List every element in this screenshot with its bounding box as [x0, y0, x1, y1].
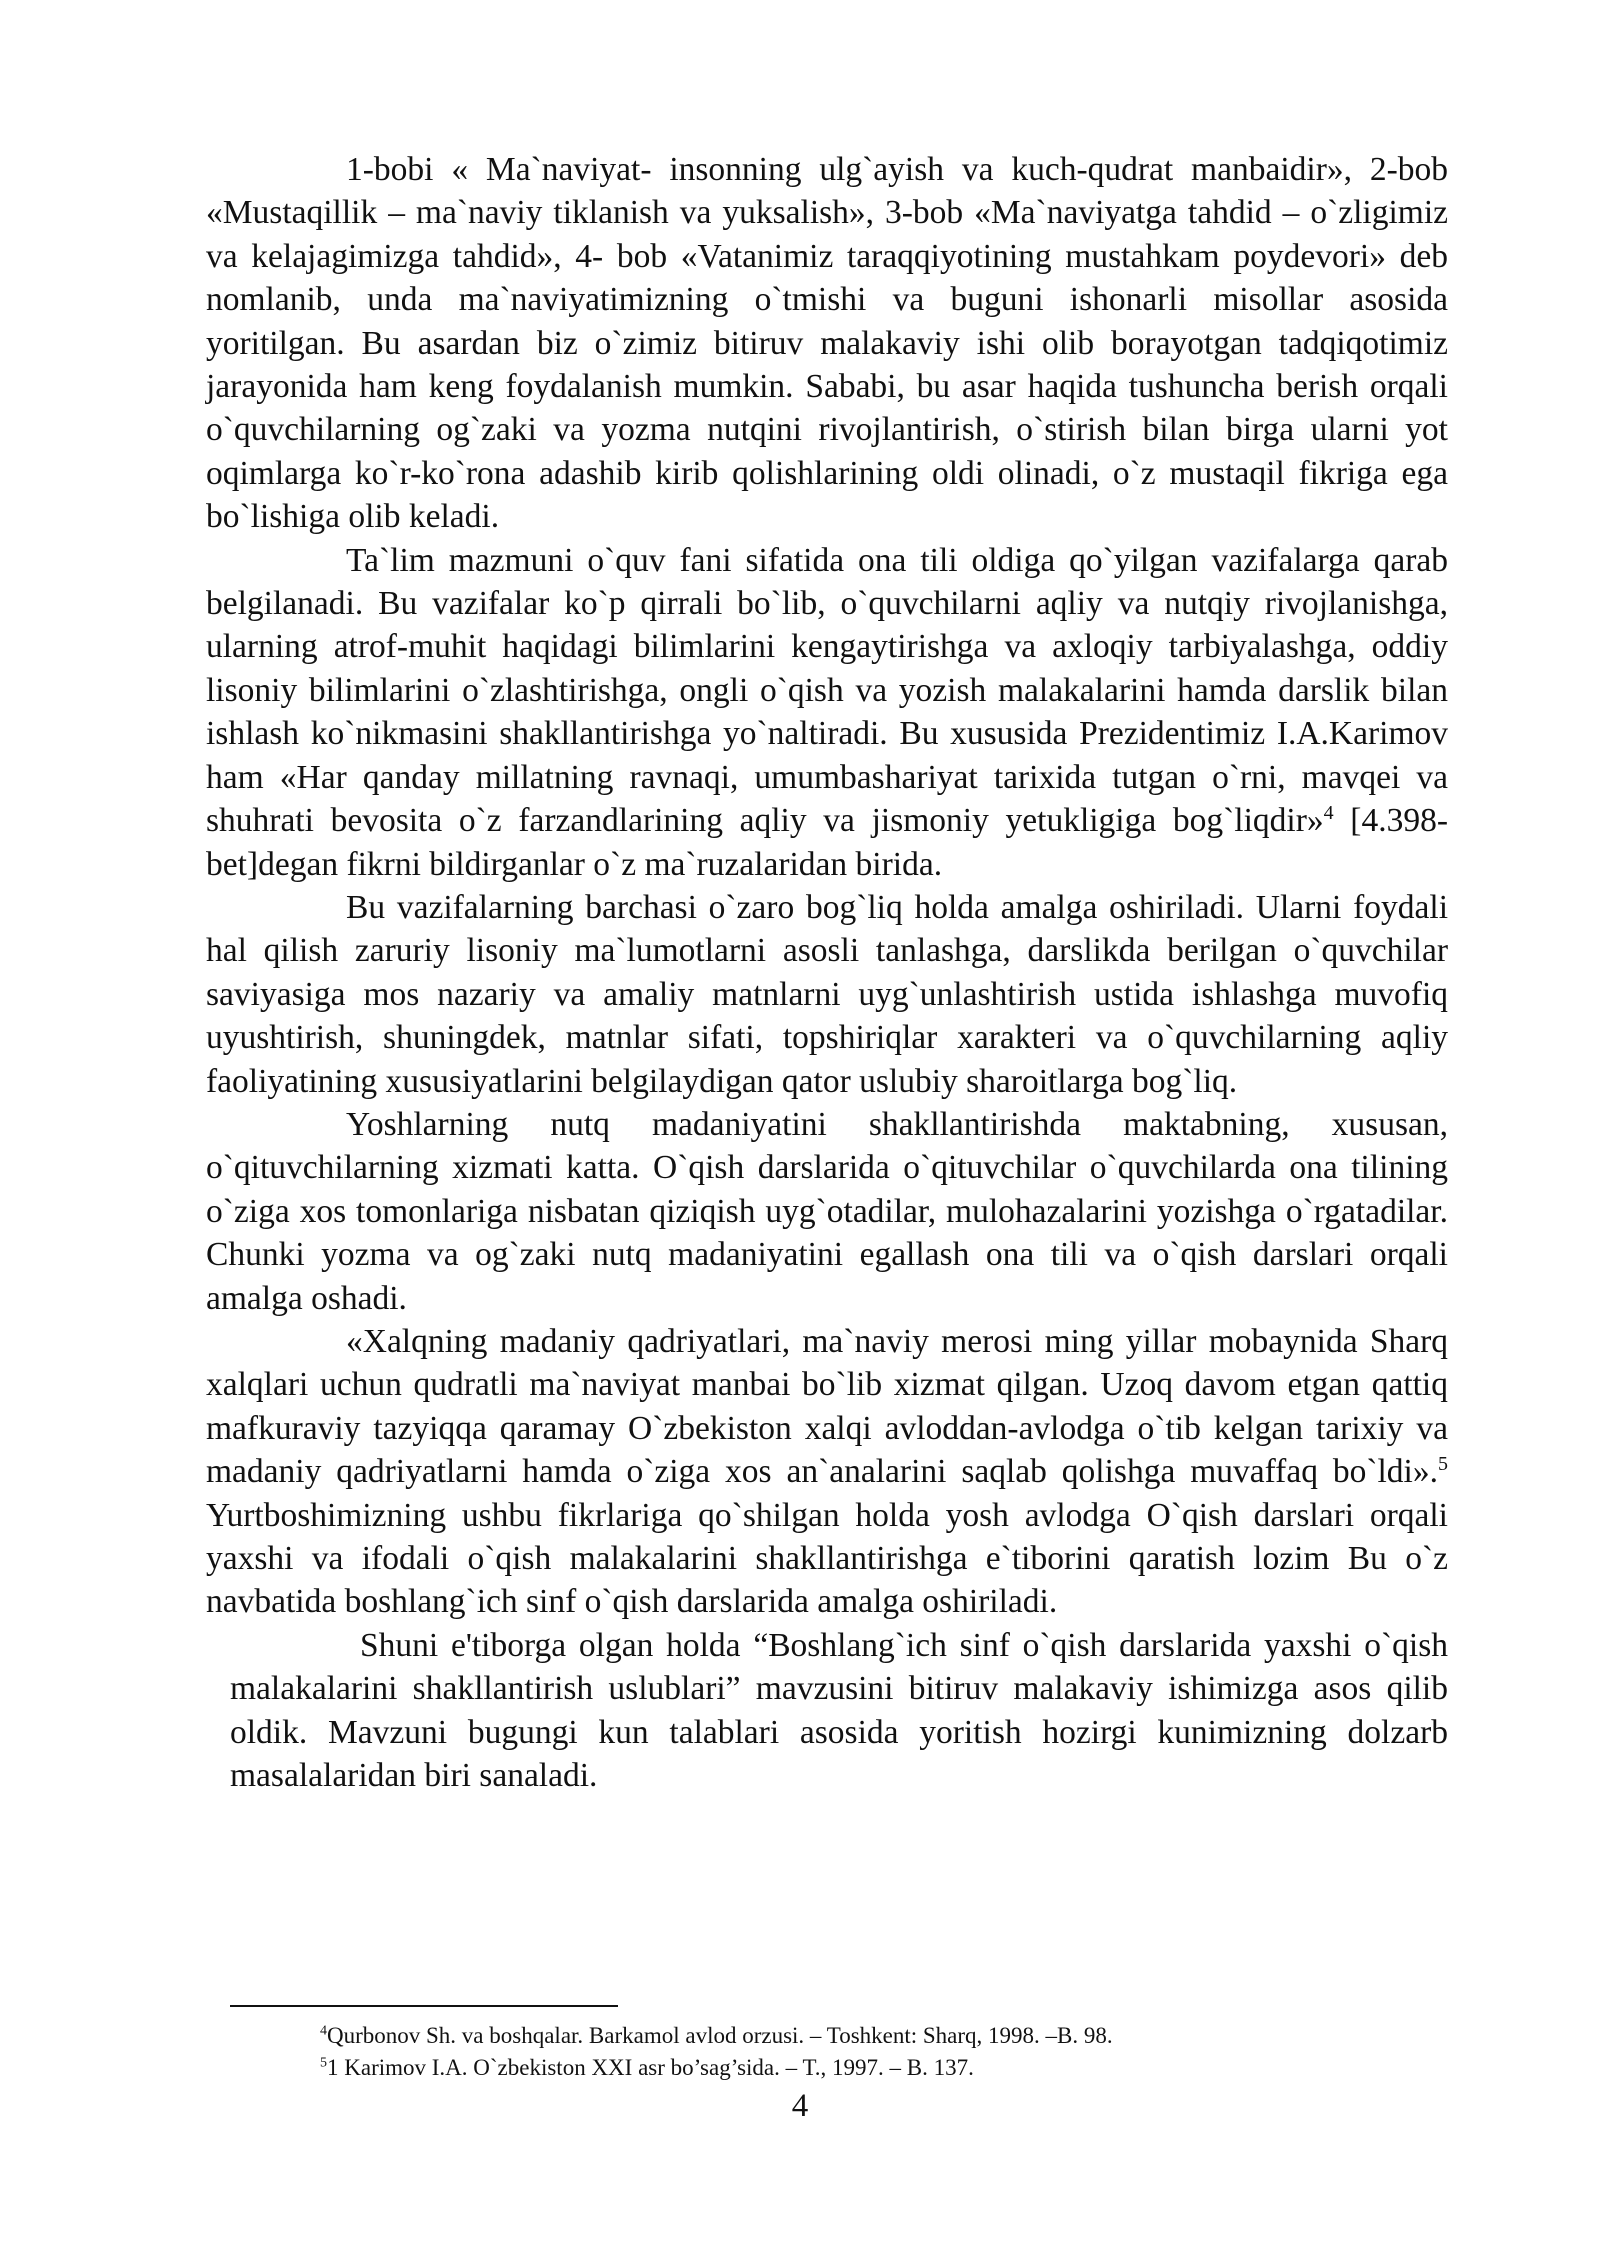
footnote-ref-5[interactable]: 5: [1438, 1453, 1448, 1476]
footnotes: [320, 2020, 1420, 2084]
footnote-4-text: Qurbonov Sh. va boshqalar. Barkamol avlod orzusi. – Toshkent: Sharq, 1998. –B. 98.: [327, 2023, 1113, 2048]
paragraph-2: [206, 539, 1448, 886]
footnote-5-text: 1 Karimov I.A. O`zbekiston XXI asr bo’sag’sida. – T., 1997. – B. 137.: [327, 2055, 974, 2080]
page-number: 4: [791, 2088, 809, 2124]
paragraph-3-text: Bu vazifalarning barchasi o`zaro bog`liq holda amalga oshiriladi. Ularni foydali hal qilish zaruriy lisoniy ma`lumotlarni asosli tanlashga, darslikda berilgan o`quvchilar saviyasiga mos nazariy va amaliy matnlarni uyg`unlashtirish ustida ishlashga muvofiq uyushtirish, shuningdek, matnlar sifati, topshiriqlar xarakteri va o`quvchilarning aqliy faoliyatining xususiyatlarini belgilaydigan qator uslubiy sharoitlarga bog`liq.: [206, 888, 1448, 1100]
body-text: [206, 148, 1448, 1797]
footnote-5-mark: 5: [320, 2055, 327, 2071]
paragraph-5: [206, 1320, 1448, 1624]
paragraph-5-text-after: Yurtboshimizning ushbu fikrlariga qo`shilgan holda yosh avlodga O`qish darslari orqali yaxshi va ifodali o`qish malakalarini shakllantirishga e`tiborini qaratish lozim Bu o`z navbatida boshlang`ich sinf o`qish darslarida amalga oshiriladi.: [206, 1496, 1448, 1621]
paragraph-1-text: 1-bobi « Ma`naviyat- insonning ulg`ayish va kuch-qudrat manbaidir», 2-bob «Mustaqillik – ma`naviy tiklanish va yuksalish», 3-bob «Ma`naviyatga tahdid – o`zligimiz va kelajagimizga tahdid», 4- bob «Vatanimiz taraqqiyotining mustahkam poydevori» deb nomlanib, unda ma`naviyatimizning o`tmishi va buguni ishonarli misollar asosida yoritilgan. Bu asardan biz o`zimiz bitiruv malakaviy ishi olib borayotgan tadqiqotimiz jarayonida ham keng foydalanish mumkin. Sababi, bu asar haqida tushuncha berish orqali o`quvchilarning og`zaki va yozma nutqini rivojlantirish, o`stirish bilan birga ularni yot oqimlarga ko`r-ko`rona adashib kirib qolishlarining oldi olinadi, o`z mustaqil fikriga ega bo`lishiga olib keladi.: [206, 151, 1448, 536]
paragraph-4: [206, 1103, 1448, 1320]
footnote-ref-4[interactable]: 4: [1323, 801, 1334, 824]
paragraph-2-text: Ta`lim mazmuni o`quv fani sifatida ona tili oldiga qo`yilgan vazifalarga qarab belgilanadi. Bu vazifalar ko`p qirrali bo`lib, o`quvchilarni aqliy va nutqiy rivojlanishga, ularning atrof-muhit haqidagi bilimlarini kengaytirishga va axloqiy tarbiyalashga, oddiy lisoniy bilimlarini o`zlashtirishga, ongli o`qish va yozish malakalarini hamda darslik bilan ishlash ko`nikmasini shakllantirishga yo`naltiradi. Bu xususida Prezidentimiz I.A.Karimov ham «Har qanday millatning ravnaqi, umumbashariyat tarixida tutgan o`rni, mavqei va shuhrati bevosita o`z farzandlarining aqliy va jismoniy yetukligiga bog`liqdir»: [206, 541, 1448, 840]
paragraph-2-text-after: [4.398-bet]degan fikrni bildirganlar o`z ma`ruzalaridan birida.: [206, 802, 1448, 883]
footnote-5: [320, 2052, 1420, 2084]
paragraph-1: [206, 148, 1448, 539]
footnote-4-mark: 4: [320, 2023, 327, 2039]
footnote-4: [320, 2020, 1420, 2052]
paragraph-4-text: Yoshlarning nutq madaniyatini shakllantirishda maktabning, xususan, o`qituvchilarning xizmati katta. O`qish darslarida o`qituvchilar o`quvchilarda ona tilining o`ziga xos tomonlariga nisbatan qiziqish uyg`otadilar, mulohazalarini yozishga o`rgatadilar. Chunki yozma va og`zaki nutq madaniyatini egallash ona tili va o`qish darslari orqali amalga oshadi.: [206, 1105, 1448, 1317]
paragraph-6: [230, 1624, 1448, 1798]
paragraph-6-text: Shuni e'tiborga olgan holda “Boshlang`ich sinf o`qish darslarida yaxshi o`qish malakalarini shakllantirish uslublari” mavzusini bitiruv malakaviy ishimizga asos qilib oldik. Mavzuni bugungi kun talablari asosida yoritish hozirgi kunimizning dolzarb masalalaridan biri sanaladi.: [230, 1626, 1448, 1795]
paragraph-5-text: «Xalqning madaniy qadriyatlari, ma`naviy merosi ming yillar mobaynida Sharq xalqlari uchun qudratli ma`naviyat manbai bo`lib xizmat qilgan. Uzoq davom etgan qattiq mafkuraviy tazyiqqa qaramay O`zbekiston xalqi avloddan-avlodga o`tib kelgan tarixiy va madaniy qadriyatlarni hamda o`ziga xos an`analarini saqlab qolishga muvaffaq bo`ldi».: [206, 1322, 1448, 1491]
footnote-separator: [230, 2005, 618, 2007]
paragraph-3: [206, 886, 1448, 1103]
